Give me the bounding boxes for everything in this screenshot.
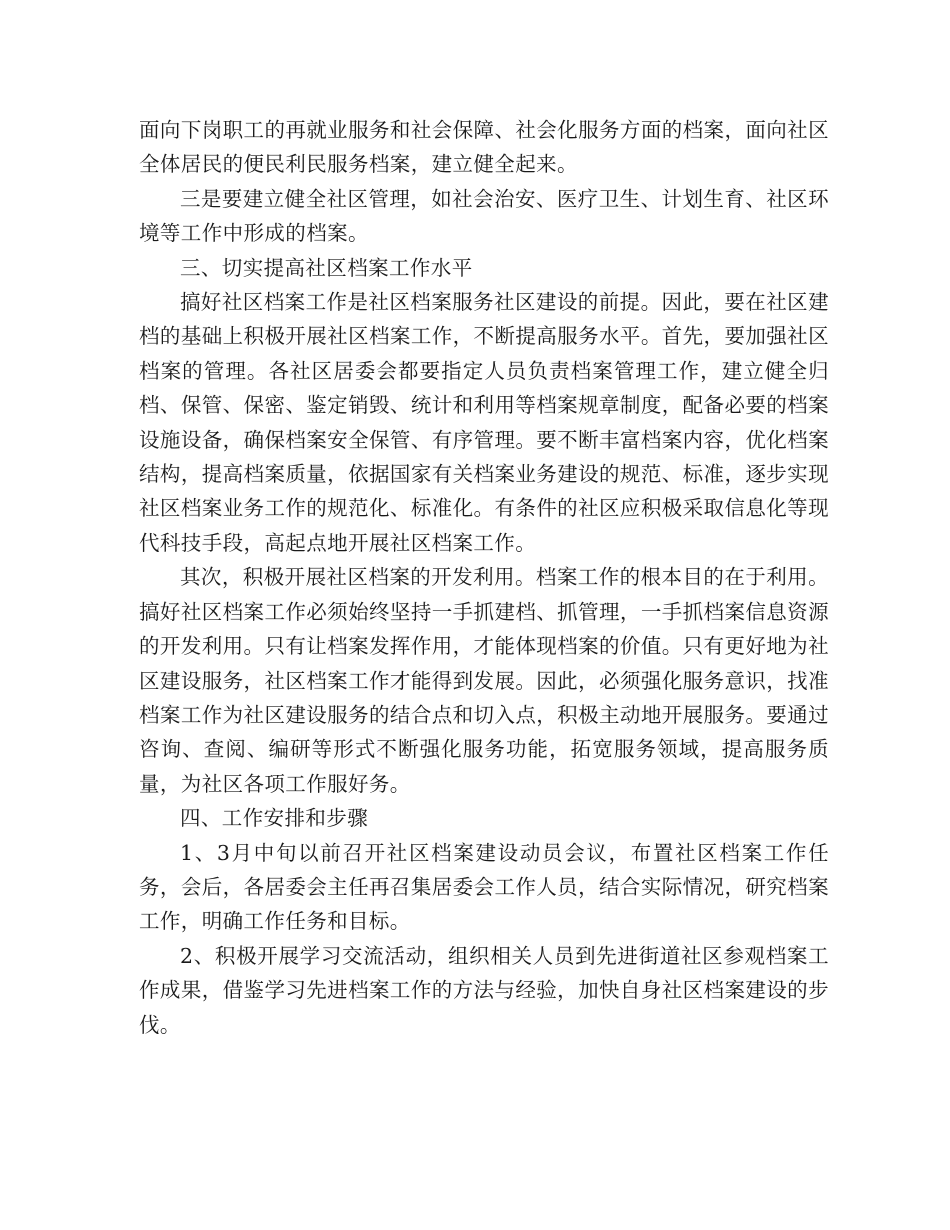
document-body: [139, 113, 829, 1042]
paragraph-community-management: 三是要建立健全社区管理，如社会治安、医疗卫生、计划生育、社区环境等工作中形成的档案。: [139, 186, 829, 246]
section-heading-3: 三、切实提高社区档案工作水平: [180, 255, 473, 280]
paragraph-continued: 面向下岗职工的再就业服务和社会保障、社会化服务方面的档案，面向社区全体居民的便民利民服务档案，建立健全起来。: [139, 118, 829, 177]
section-heading-4: 四、工作安排和步骤: [180, 806, 369, 831]
paragraph-step-1: 1、3月中旬以前召开社区档案建设动员会议，布置社区档案工作任务，会后，各居委会主任再召集居委会工作人员，结合实际情况，研究档案工作，明确工作任务和目标。: [139, 840, 829, 934]
paragraph-archive-management: 搞好社区档案工作是社区档案服务社区建设的前提。因此，要在社区建档的基础上积极开展社区档案工作，不断提高服务水平。首先，要加强社区档案的管理。各社区居委会都要指定人员负责档案管理工作，建立健全归档、保管、保密、鉴定销毁、统计和利用等档案规章制度，配备必要的档案设施设备，确保档案安全保管、有序管理。要不断丰富档案内容，优化档案结构，提高档案质量，依据国家有关档案业务建设的规范、标准，逐步实现社区档案业务工作的规范化、标准化。有条件的社区应积极采取信息化等现代科技手段，高起点地开展社区档案工作。: [139, 290, 829, 555]
paragraph-development-utilization: 其次，积极开展社区档案的开发利用。档案工作的根本目的在于利用。搞好社区档案工作必须始终坚持一手抓建档、抓管理，一手抓档案信息资源的开发利用。只有让档案发挥作用，才能体现档案的价值。只有更好地为社区建设服务，社区档案工作才能得到发展。因此，必须强化服务意识，找准档案工作为社区建设服务的结合点和切入点，积极主动地开展服务。要通过咨询、查阅、编研等形式不断强化服务功能，拓宽服务领域，提高服务质量，为社区各项工作服好务。: [139, 565, 829, 796]
paragraph-step-2: 2、积极开展学习交流活动，组织相关人员到先进街道社区参观档案工作成果，借鉴学习先进档案工作的方法与经验，加快自身社区档案建设的步伐。: [139, 943, 829, 1037]
